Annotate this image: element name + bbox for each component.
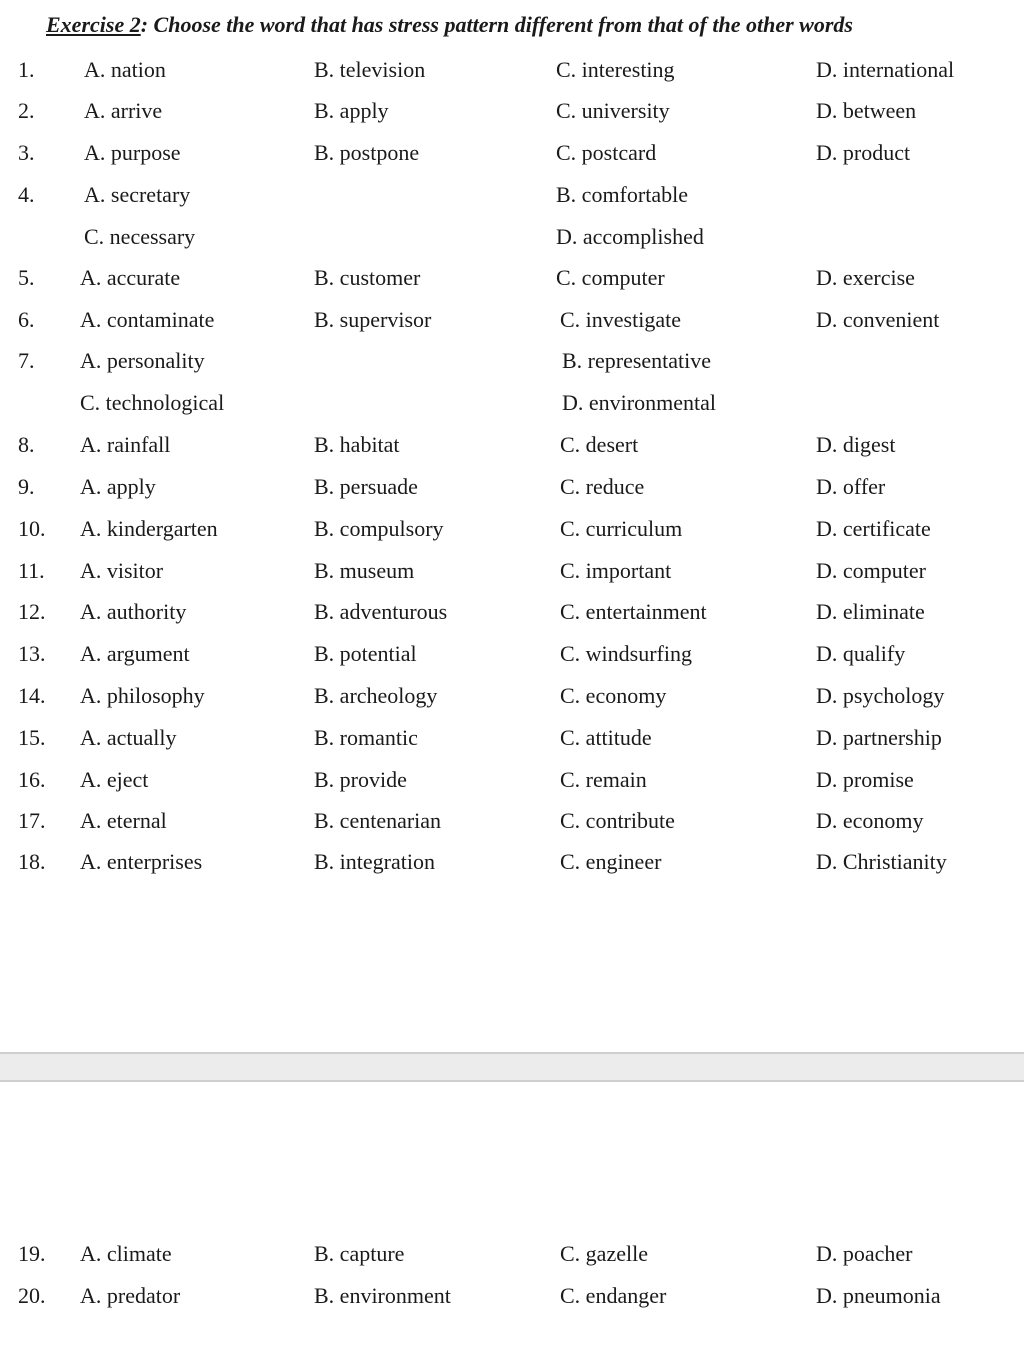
- question-row-continued: [0, 220, 1024, 254]
- option-c: C. university: [556, 98, 670, 123]
- option-a: A. arrive: [84, 98, 163, 123]
- option-a: A. personality: [80, 348, 205, 373]
- question-row: [0, 512, 1024, 546]
- option-d: D. international: [816, 57, 955, 82]
- option-a: A. kindergarten: [80, 516, 218, 541]
- option-b: B. environment: [314, 1283, 451, 1308]
- option-d: D. accomplished: [556, 224, 704, 249]
- option-d: D. computer: [816, 558, 926, 583]
- option-b: B. apply: [314, 98, 389, 123]
- question-row: [0, 136, 1024, 170]
- option-c: C. desert: [560, 432, 639, 457]
- question-number: 8.: [18, 432, 35, 457]
- question-row-continued: [0, 386, 1024, 420]
- question-number: 20.: [18, 1283, 46, 1308]
- question-number: 9.: [18, 474, 35, 499]
- question-row: [0, 637, 1024, 671]
- option-b: B. potential: [314, 641, 417, 666]
- option-a: A. actually: [80, 725, 177, 750]
- option-d: D. environmental: [562, 390, 716, 415]
- question-number: 11.: [18, 558, 45, 583]
- option-c: C. important: [560, 558, 672, 583]
- question-number: 16.: [18, 767, 46, 792]
- option-c: C. reduce: [560, 474, 645, 499]
- option-b: B. provide: [314, 767, 407, 792]
- option-c: C. computer: [556, 265, 665, 290]
- option-b: B. museum: [314, 558, 415, 583]
- option-a: A. argument: [80, 641, 190, 666]
- question-row: [0, 721, 1024, 755]
- option-b: B. archeology: [314, 683, 438, 708]
- exercise-title: [46, 12, 853, 38]
- option-d: D. product: [816, 140, 911, 165]
- option-d: D. exercise: [816, 265, 915, 290]
- option-a: A. climate: [80, 1241, 172, 1266]
- question-number: 17.: [18, 808, 46, 833]
- question-number: 5.: [18, 265, 35, 290]
- option-a: A. philosophy: [80, 683, 205, 708]
- option-a: A. nation: [84, 57, 166, 82]
- option-c: C. contribute: [560, 808, 675, 833]
- question-row: [0, 261, 1024, 295]
- option-b: B. adventurous: [314, 599, 448, 624]
- option-d: D. offer: [816, 474, 886, 499]
- option-c: C. interesting: [556, 57, 675, 82]
- option-c: C. necessary: [84, 224, 196, 249]
- option-a: A. secretary: [84, 182, 191, 207]
- question-number: 13.: [18, 641, 46, 666]
- question-number: 6.: [18, 307, 35, 332]
- option-d: D. qualify: [816, 641, 906, 666]
- option-c: C. economy: [560, 683, 667, 708]
- option-a: A. predator: [80, 1283, 181, 1308]
- question-row: [0, 1279, 1024, 1313]
- option-b: B. television: [314, 57, 426, 82]
- question-number: 1.: [18, 57, 35, 82]
- option-b: B. integration: [314, 849, 435, 874]
- option-b: B. romantic: [314, 725, 418, 750]
- option-b: B. centenarian: [314, 808, 442, 833]
- question-row: [0, 178, 1024, 212]
- option-a: A. purpose: [84, 140, 181, 165]
- page-break: [0, 1052, 1024, 1082]
- option-a: A. eternal: [80, 808, 167, 833]
- option-d: D. psychology: [816, 683, 945, 708]
- option-c: C. attitude: [560, 725, 652, 750]
- option-d: D. pneumonia: [816, 1283, 941, 1308]
- question-number: 12.: [18, 599, 46, 624]
- option-b: B. capture: [314, 1241, 405, 1266]
- option-b: B. representative: [562, 348, 712, 373]
- option-a: A. enterprises: [80, 849, 203, 874]
- option-c: C. windsurfing: [560, 641, 692, 666]
- option-c: C. endanger: [560, 1283, 667, 1308]
- option-b: B. compulsory: [314, 516, 444, 541]
- question-row: [0, 94, 1024, 128]
- option-a: A. authority: [80, 599, 187, 624]
- option-b: B. postpone: [314, 140, 420, 165]
- option-d: D. certificate: [816, 516, 931, 541]
- question-number: 4.: [18, 182, 35, 207]
- option-a: A. accurate: [80, 265, 181, 290]
- question-number: 14.: [18, 683, 46, 708]
- option-b: B. customer: [314, 265, 421, 290]
- option-d: D. poacher: [816, 1241, 913, 1266]
- option-d: D. convenient: [816, 307, 940, 332]
- question-row: [0, 763, 1024, 797]
- question-row: [0, 554, 1024, 588]
- option-a: A. rainfall: [80, 432, 171, 457]
- question-row: [0, 470, 1024, 504]
- question-row: [0, 53, 1024, 87]
- question-row: [0, 595, 1024, 629]
- option-c: C. postcard: [556, 140, 657, 165]
- option-a: A. contaminate: [80, 307, 215, 332]
- question-row: [0, 845, 1024, 879]
- option-d: D. eliminate: [816, 599, 925, 624]
- question-number: 18.: [18, 849, 46, 874]
- option-d: D. economy: [816, 808, 924, 833]
- question-row: [0, 428, 1024, 462]
- option-c: C. technological: [80, 390, 225, 415]
- question-row: [0, 1237, 1024, 1271]
- option-c: C. gazelle: [560, 1241, 648, 1266]
- option-b: B. persuade: [314, 474, 418, 499]
- exercise-instruction: : Choose the word that has stress pattern different from that of the other words: [140, 12, 853, 37]
- option-b: B. comfortable: [556, 182, 688, 207]
- question-number: 10.: [18, 516, 46, 541]
- page-lower: [0, 1082, 1024, 1365]
- option-c: C. entertainment: [560, 599, 707, 624]
- option-d: D. promise: [816, 767, 914, 792]
- question-row: [0, 804, 1024, 838]
- question-row: [0, 303, 1024, 337]
- option-d: D. digest: [816, 432, 896, 457]
- option-a: A. apply: [80, 474, 156, 499]
- option-c: C. investigate: [560, 307, 681, 332]
- option-a: A. eject: [80, 767, 149, 792]
- option-c: C. remain: [560, 767, 647, 792]
- option-a: A. visitor: [80, 558, 164, 583]
- question-row: [0, 344, 1024, 378]
- question-number: 3.: [18, 140, 35, 165]
- option-c: C. curriculum: [560, 516, 683, 541]
- option-d: D. partnership: [816, 725, 942, 750]
- exercise-label: Exercise 2: [46, 12, 141, 37]
- question-number: 2.: [18, 98, 35, 123]
- option-c: C. engineer: [560, 849, 662, 874]
- question-number: 7.: [18, 348, 35, 373]
- option-b: B. habitat: [314, 432, 400, 457]
- question-number: 19.: [18, 1241, 46, 1266]
- option-d: D. Christianity: [816, 849, 947, 874]
- option-b: B. supervisor: [314, 307, 432, 332]
- question-number: 15.: [18, 725, 46, 750]
- option-d: D. between: [816, 98, 917, 123]
- question-row: [0, 679, 1024, 713]
